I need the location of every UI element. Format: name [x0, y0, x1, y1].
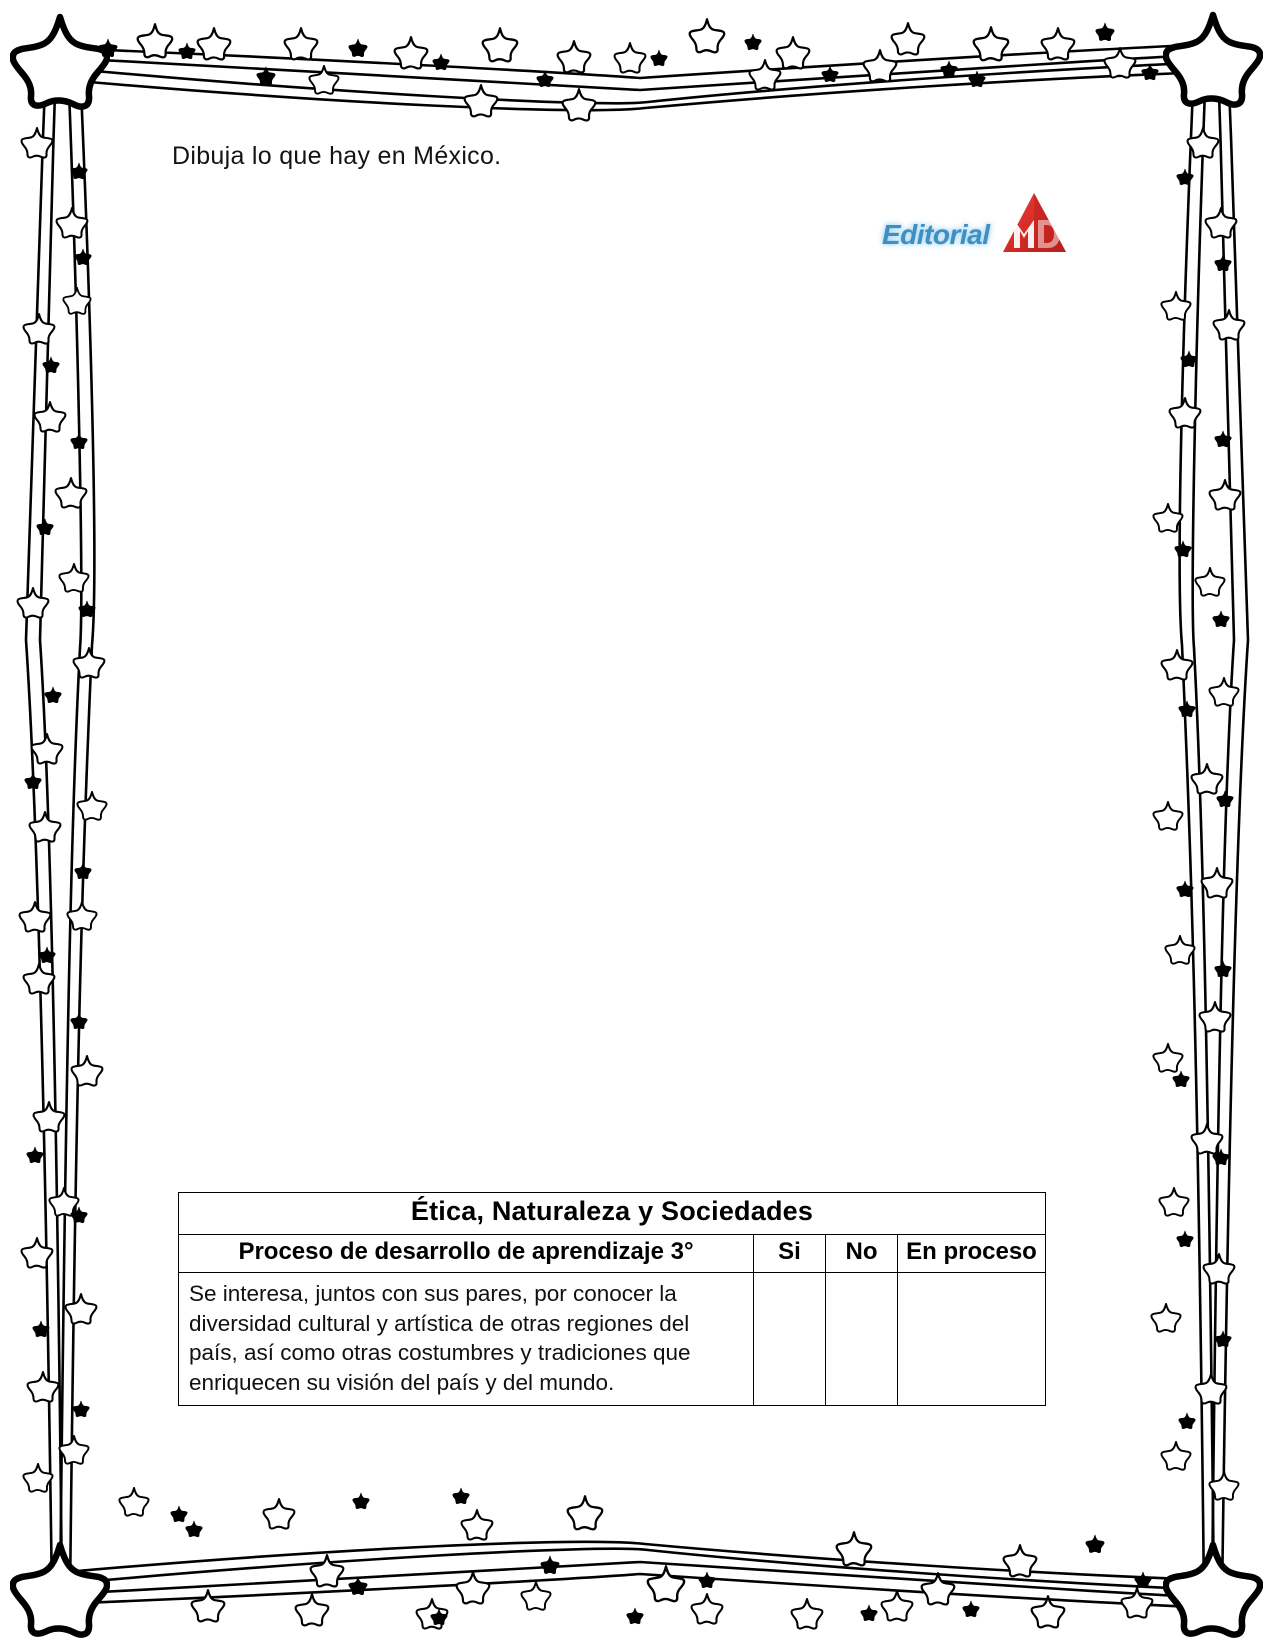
logo-wordmark: Editorial — [882, 219, 990, 250]
instruction-text: Dibuja lo que hay en México. — [172, 142, 502, 170]
table-title: Ética, Naturaleza y Sociedades — [179, 1193, 1046, 1235]
logo-md-mark — [1001, 192, 1067, 254]
answer-cell-no[interactable] — [826, 1273, 898, 1406]
editorial-md-logo — [882, 192, 1067, 262]
table-row — [179, 1273, 1046, 1406]
table-header-row — [179, 1234, 1046, 1272]
column-header-en-proceso: En proceso — [898, 1234, 1046, 1272]
answer-cell-en-proceso[interactable] — [898, 1273, 1046, 1406]
assessment-table — [178, 1192, 1046, 1406]
column-header-si: Si — [754, 1234, 826, 1272]
criterion-text: Se interesa, juntos con sus pares, por conocer la diversidad cultural y artística de otras regiones del país, así como otras costumbres y tradiciones que enriquecen su visión del país y del mundo. — [179, 1273, 754, 1406]
column-header-no: No — [826, 1234, 898, 1272]
table-title-row — [179, 1193, 1046, 1235]
column-header-criterion: Proceso de desarrollo de aprendizaje 3° — [179, 1234, 754, 1272]
answer-cell-si[interactable] — [754, 1273, 826, 1406]
